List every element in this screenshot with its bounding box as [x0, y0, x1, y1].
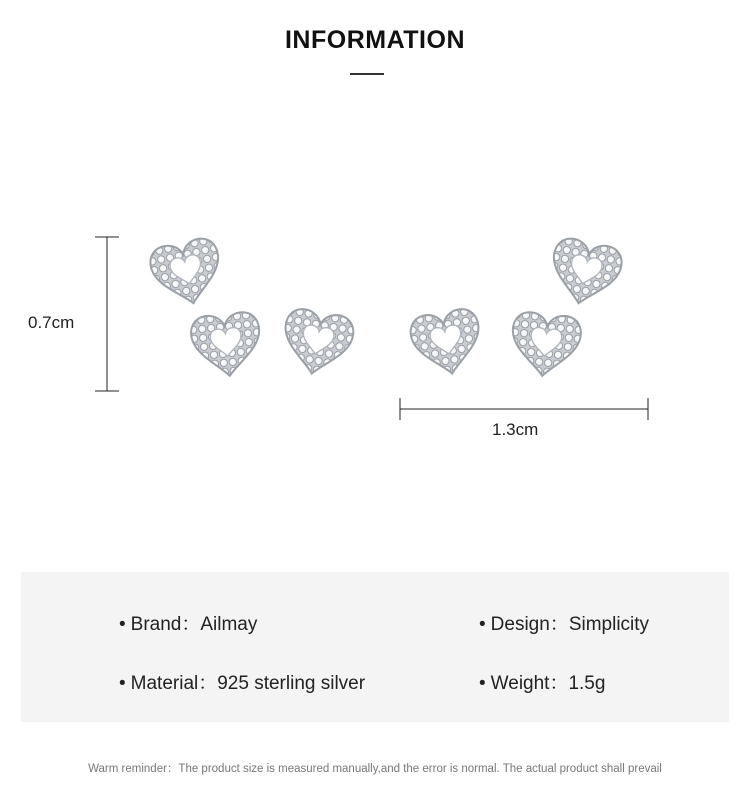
spec-design	[479, 609, 649, 636]
bullet-icon: •	[119, 614, 126, 635]
spec-label: Brand：	[130, 614, 201, 635]
spec-panel	[21, 572, 729, 722]
spec-label: Material：	[130, 673, 218, 694]
bullet-icon: •	[119, 673, 126, 694]
left-earring	[147, 236, 356, 380]
spec-label: Design：	[490, 614, 569, 635]
bullet-icon: •	[479, 673, 486, 694]
width-label: 1.3cm	[492, 420, 539, 439]
spec-value: 925 sterling silver	[217, 673, 366, 694]
page-title: INFORMATION	[284, 26, 465, 54]
spec-weight	[479, 668, 605, 695]
right-earring	[408, 236, 625, 380]
spec-brand	[119, 609, 257, 636]
spec-material	[119, 668, 365, 695]
width-dimension-line	[400, 398, 648, 420]
warm-reminder-note: Warm reminder：The product size is measured manually,and the error is normal. The actual product shall prevail	[88, 763, 662, 775]
spec-label: Weight：	[490, 673, 569, 694]
height-label: 0.7cm	[28, 313, 75, 332]
bullet-icon: •	[479, 614, 486, 635]
height-dimension-line	[95, 237, 119, 391]
spec-value: Simplicity	[568, 614, 650, 635]
spec-value: Ailmay	[200, 614, 258, 635]
spec-value: 1.5g	[568, 673, 606, 694]
